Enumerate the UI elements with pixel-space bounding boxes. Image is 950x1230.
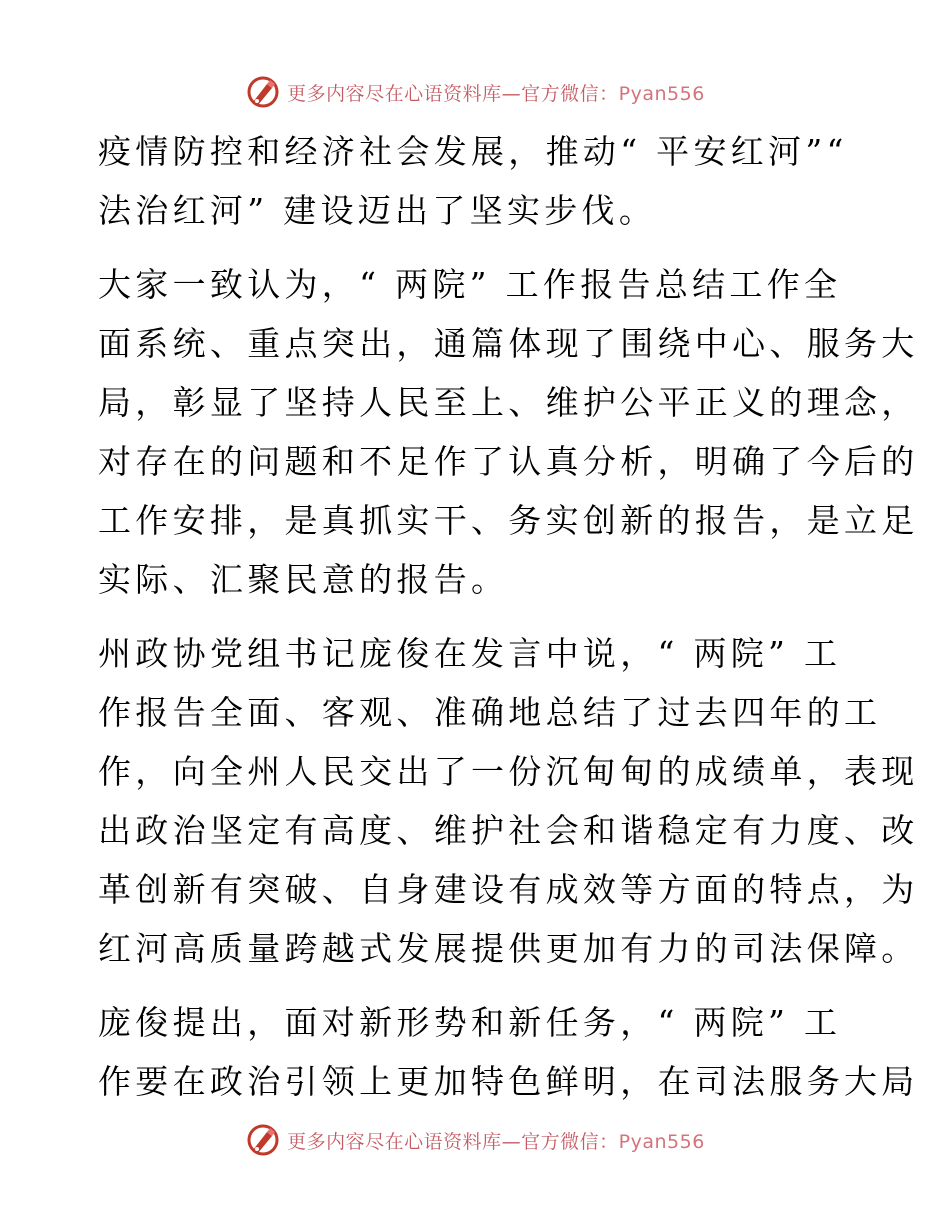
pen-logo-icon xyxy=(245,1122,281,1158)
text-line: 作报告全面、客观、准确地总结了过去四年的工 xyxy=(98,693,882,732)
text-line: 实际、汇聚民意的报告。 xyxy=(98,560,509,599)
header-watermark xyxy=(0,72,950,112)
watermark-text: 更多内容尽在心语资料库—官方微信：Pyan556 xyxy=(287,1130,705,1153)
paragraph-1 xyxy=(98,122,850,240)
text-line: 红河高质量跨越式发展提供更加有力的司法保障。 xyxy=(98,929,919,968)
watermark-text: 更多内容尽在心语资料库—官方微信：Pyan556 xyxy=(287,82,705,105)
paragraph-4 xyxy=(98,993,919,1111)
text-line: 对存在的问题和不足作了认真分析，明确了今后的 xyxy=(98,442,919,481)
text-line: 疫情防控和经济社会发展，推动“ 平安红河”“ xyxy=(98,132,848,171)
text-line: 局，彰显了坚持人民至上、维护公平正义的理念， xyxy=(98,383,919,422)
text-line: 法治红河” 建设迈出了坚实步伐。 xyxy=(98,191,657,230)
text-line: 州政协党组书记庞俊在发言中说，“ 两院” 工 xyxy=(98,634,842,673)
text-line: 作要在政治引领上更加特色鲜明，在司法服务大局 xyxy=(98,1062,919,1101)
paragraph-3 xyxy=(98,624,919,978)
watermark-wechat-id: Pyan556 xyxy=(618,82,705,105)
paragraph-2 xyxy=(98,255,919,609)
text-line: 革创新有突破、自身建设有成效等方面的特点，为 xyxy=(98,870,919,909)
text-line: 庞俊提出，面对新形势和新任务，“ 两院” 工 xyxy=(98,1003,842,1042)
footer-watermark xyxy=(0,1120,950,1160)
pen-logo-icon xyxy=(245,74,281,110)
text-line: 出政治坚定有高度、维护社会和谐稳定有力度、改 xyxy=(98,811,919,850)
text-line: 大家一致认为，“ 两院” 工作报告总结工作全 xyxy=(98,265,842,304)
text-line: 工作安排，是真抓实干、务实创新的报告，是立足 xyxy=(98,501,919,540)
text-line: 面系统、重点突出，通篇体现了围绕中心、服务大 xyxy=(98,324,919,363)
document-body xyxy=(98,122,919,1126)
watermark-wechat-id: Pyan556 xyxy=(618,1130,705,1153)
text-line: 作，向全州人民交出了一份沉甸甸的成绩单，表现 xyxy=(98,752,919,791)
